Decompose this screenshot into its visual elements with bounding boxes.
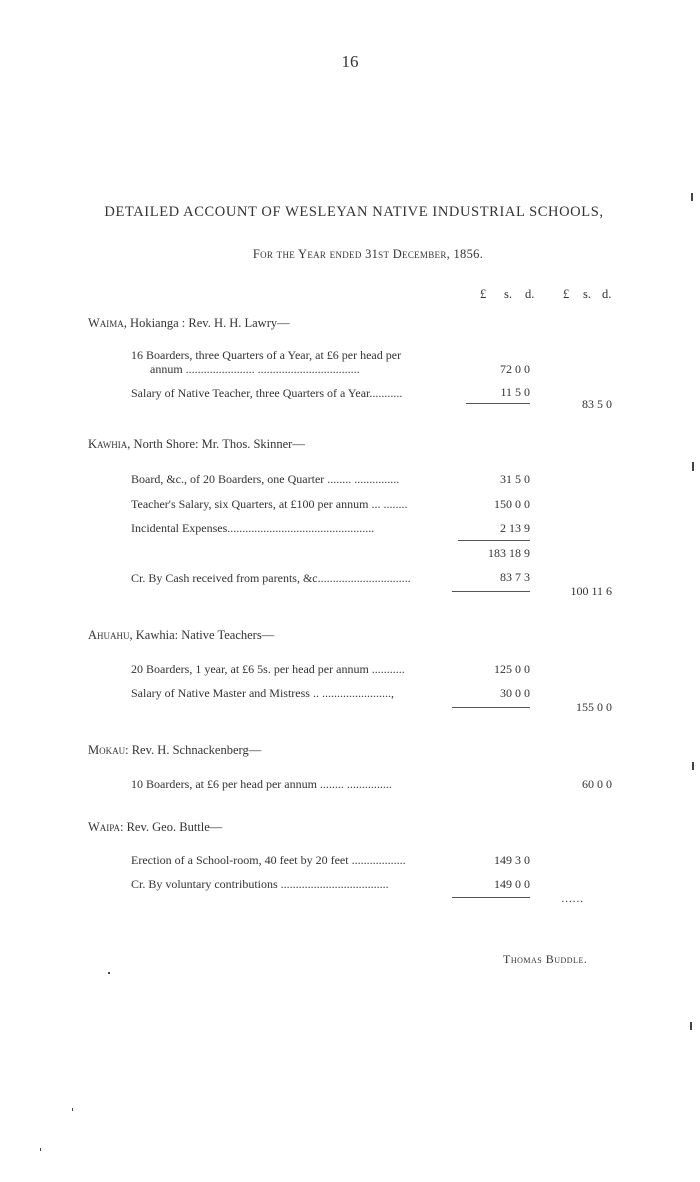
section-place: Waipa <box>88 820 120 834</box>
margin-mark <box>108 972 110 974</box>
margin-mark <box>692 462 694 471</box>
col1-pounds-header: £ <box>480 287 487 301</box>
section-heading-mokau <box>88 743 261 758</box>
line-item-text: Salary of Native Master and Mistress .. ......................., <box>131 686 394 700</box>
margin-mark <box>690 1022 692 1030</box>
section-heading-waima <box>88 316 290 331</box>
document-subtitle: For the Year ended 31st December, 1856. <box>252 247 484 261</box>
document-title: DETAILED ACCOUNT OF WESLEYAN NATIVE INDUSTRIAL SCHOOLS, <box>104 204 604 220</box>
section-total: 83 5 0 <box>582 397 612 411</box>
amount: 31 5 0 <box>500 472 530 486</box>
credit-line-text: Cr. By Cash received from parents, &c............................... <box>131 571 411 585</box>
line-item-text: Erection of a School-room, 40 feet by 20 feet .................. <box>131 853 406 867</box>
line-item-text: Cr. By voluntary contributions .................................... <box>131 877 389 891</box>
margin-mark <box>40 1148 41 1151</box>
section-heading-waipa <box>88 820 222 835</box>
col2-pounds-header: £ <box>563 287 570 301</box>
amount: 149 0 0 <box>494 877 530 891</box>
line-item-text: Board, &c., of 20 Boarders, one Quarter ........ ............... <box>131 472 400 486</box>
section-total: 60 0 0 <box>582 777 612 791</box>
line-item-text: Incidental Expenses................................................. <box>131 521 375 535</box>
subtotal-rule <box>452 591 530 592</box>
section-heading-rest: , North Shore: Mr. Thos. Skinner— <box>127 437 305 451</box>
col2-pence-header: d. <box>602 287 612 301</box>
subtotal-rule <box>452 897 530 898</box>
amount: 30 0 0 <box>500 686 530 700</box>
section-heading-rest: : Rev. Geo. Buttle— <box>119 820 223 834</box>
section-total: 155 0 0 <box>576 700 612 714</box>
section-place: Mokau <box>88 743 126 757</box>
section-heading-rest: : Rev. H. Schnackenberg— <box>125 743 262 757</box>
line-item-text: 10 Boarders, at £6 per head per annum ........ ............... <box>131 777 392 791</box>
amount: 2 13 9 <box>500 521 530 535</box>
line-item-text-cont: annum ....................... .................................. <box>150 362 360 376</box>
subtotal-rule <box>466 403 530 404</box>
margin-mark <box>692 762 694 770</box>
section-place: Kawhia <box>88 437 128 451</box>
subtotal-rule <box>458 540 530 541</box>
margin-mark <box>691 193 693 201</box>
line-item-text: Salary of Native Teacher, three Quarters of a Year........... <box>131 386 403 400</box>
page-number: 16 <box>341 52 359 71</box>
amount: 125 0 0 <box>494 662 530 676</box>
margin-mark <box>72 1108 73 1111</box>
line-item-text: 20 Boarders, 1 year, at £6 5s. per head per annum ........... <box>131 662 405 676</box>
section-heading-kawhia <box>88 437 305 452</box>
col1-pence-header: d. <box>525 287 535 301</box>
subtotal: 183 18 9 <box>488 546 530 560</box>
col1-shillings-header: s. <box>504 287 512 301</box>
section-place: Waima <box>88 316 124 330</box>
credit-amount: 83 7 3 <box>500 570 530 584</box>
section-place: Ahuahu <box>88 628 130 642</box>
subtotal-rule <box>452 707 530 708</box>
amount: 11 5 0 <box>500 385 530 399</box>
section-heading-ahuahu <box>88 628 274 643</box>
section-heading-rest: , Hokianga : Rev. H. H. Lawry— <box>123 316 290 330</box>
line-item-text: 16 Boarders, three Quarters of a Year, at £6 per head per <box>131 348 402 362</box>
section-total: 100 11 6 <box>570 584 612 598</box>
amount: 149 3 0 <box>494 853 530 867</box>
section-total: ...... <box>561 893 584 905</box>
amount: 150 0 0 <box>494 497 530 511</box>
amount: 72 0 0 <box>500 362 530 376</box>
section-heading-rest: , Kawhia: Native Teachers— <box>129 628 275 642</box>
signature: Thomas Buddle. <box>503 952 588 966</box>
col2-shillings-header: s. <box>583 287 591 301</box>
line-item-text: Teacher's Salary, six Quarters, at £100 per annum ... ........ <box>131 497 408 511</box>
